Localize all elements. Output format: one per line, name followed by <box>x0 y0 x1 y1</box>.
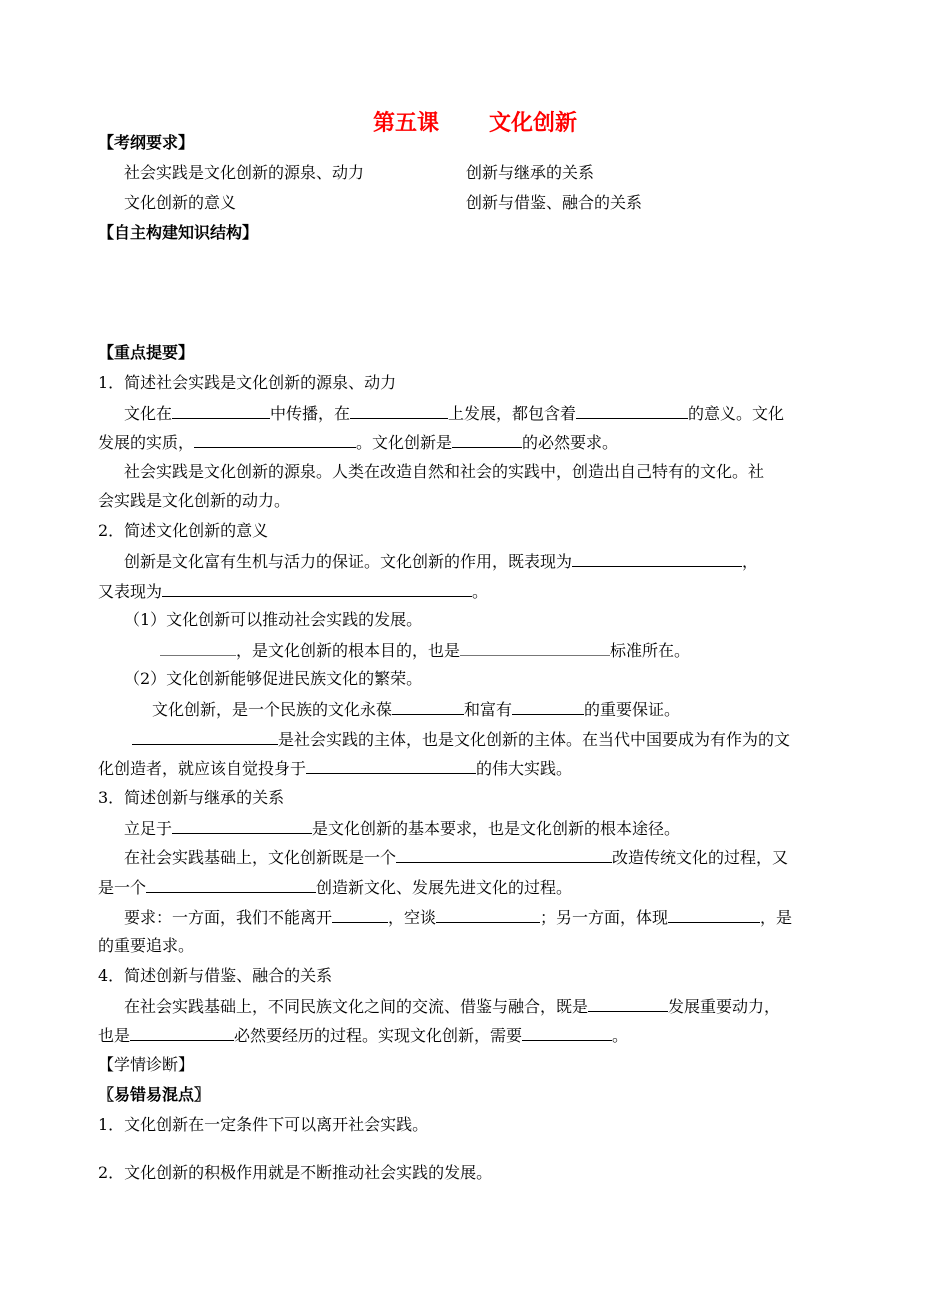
syllabus-item: 创新与继承的关系 <box>466 163 595 182</box>
self-build-heading: 【自主构建知识结构】 <box>98 223 259 242</box>
answer-blank[interactable] <box>572 550 742 567</box>
syllabus-heading: 【考纲要求】 <box>98 133 195 152</box>
fill-line: 要求：一方面，我们不能离开 ，空谈 ；另一方面，体现 ，是 <box>124 908 793 927</box>
fill-line: 是社会实践的主体，也是文化创新的主体。在当代中国要成为有作为的文 <box>132 728 790 751</box>
answer-blank[interactable] <box>146 876 316 893</box>
question-title: 3．简述创新与继承的关系 <box>98 788 285 807</box>
answer-blank[interactable] <box>332 906 388 923</box>
errors-heading: 〖易错易混点〗 <box>98 1085 211 1104</box>
answer-blank[interactable] <box>588 995 668 1012</box>
title-topic: 文化创新 <box>489 111 578 136</box>
answer-blank[interactable] <box>132 728 278 745</box>
answer-blank[interactable] <box>194 431 356 448</box>
answer-blank[interactable] <box>162 580 472 597</box>
fill-line: 文化创新，是一个民族的文化永葆 和富有 的重要保证。 <box>152 700 681 719</box>
syllabus-item: 创新与借鉴、融合的关系 <box>466 193 643 212</box>
error-item: 1．文化创新在一定条件下可以离开社会实践。 <box>98 1115 429 1134</box>
paragraph-line: 的重要追求。 <box>98 936 195 955</box>
answer-blank[interactable] <box>452 431 522 448</box>
fill-line: 创新是文化富有生机与活力的保证。文化创新的作用，既表现为 ， <box>124 552 759 571</box>
question-title: 4．简述创新与借鉴、融合的关系 <box>98 966 333 985</box>
title-lesson: 第五课 <box>372 111 439 136</box>
answer-blank[interactable] <box>460 639 610 656</box>
paragraph-line: 社会实践是文化创新的源泉。人类在改造自然和社会的实践中，创造出自己特有的文化。社 <box>124 462 765 481</box>
syllabus-item: 社会实践是文化创新的源泉、动力 <box>124 163 365 182</box>
fill-line: 在社会实践基础上，文化创新既是一个 改造传统文化的过程，又 <box>124 848 789 867</box>
error-item: 2．文化创新的积极作用就是不断推动社会实践的发展。 <box>98 1163 493 1182</box>
question-title: 2．简述文化创新的意义 <box>98 521 269 540</box>
answer-blank[interactable] <box>130 1024 234 1041</box>
answer-blank[interactable] <box>512 698 584 715</box>
fill-line: 也是 必然要经历的过程。实现文化创新，需要 。 <box>98 1026 629 1045</box>
fill-line: 发展的实质， 。文化创新是 的必然要求。 <box>98 433 619 452</box>
fill-line: ，是文化创新的根本目的，也是 标准所在。 <box>160 639 690 662</box>
fill-line: 化创造者，就应该自觉投身于 的伟大实践。 <box>98 759 573 778</box>
answer-blank[interactable] <box>392 698 464 715</box>
answer-blank[interactable] <box>576 402 688 419</box>
syllabus-item: 文化创新的意义 <box>124 193 237 212</box>
fill-line: 在社会实践基础上，不同民族文化之间的交流、借鉴与融合，既是 发展重要动力， <box>124 997 781 1016</box>
fill-line: 是一个 创造新文化、发展先进文化的过程。 <box>98 878 573 897</box>
answer-blank[interactable] <box>160 639 236 656</box>
sub-point: （1）文化创新可以推动社会实践的发展。 <box>124 610 423 629</box>
answer-blank[interactable] <box>350 402 448 419</box>
answer-blank[interactable] <box>522 1024 612 1041</box>
answer-blank[interactable] <box>172 817 312 834</box>
key-points-heading: 【重点提要】 <box>98 343 195 362</box>
answer-blank[interactable] <box>436 906 540 923</box>
fill-line: 立足于 是文化创新的基本要求，也是文化创新的根本途径。 <box>124 819 681 838</box>
fill-line: 又表现为 。 <box>98 582 489 601</box>
answer-blank[interactable] <box>172 402 270 419</box>
answer-blank[interactable] <box>668 906 760 923</box>
diagnosis-heading: 【学情诊断】 <box>98 1055 195 1074</box>
question-title: 1．简述社会实践是文化创新的源泉、动力 <box>98 373 397 392</box>
paragraph-line: 会实践是文化创新的动力。 <box>98 491 291 510</box>
sub-point: （2）文化创新能够促进民族文化的繁荣。 <box>124 669 423 688</box>
answer-blank[interactable] <box>396 846 612 863</box>
fill-line: 文化在 中传播，在 上发展，都包含着 的意义。文化 <box>124 404 785 423</box>
answer-blank[interactable] <box>306 757 476 774</box>
